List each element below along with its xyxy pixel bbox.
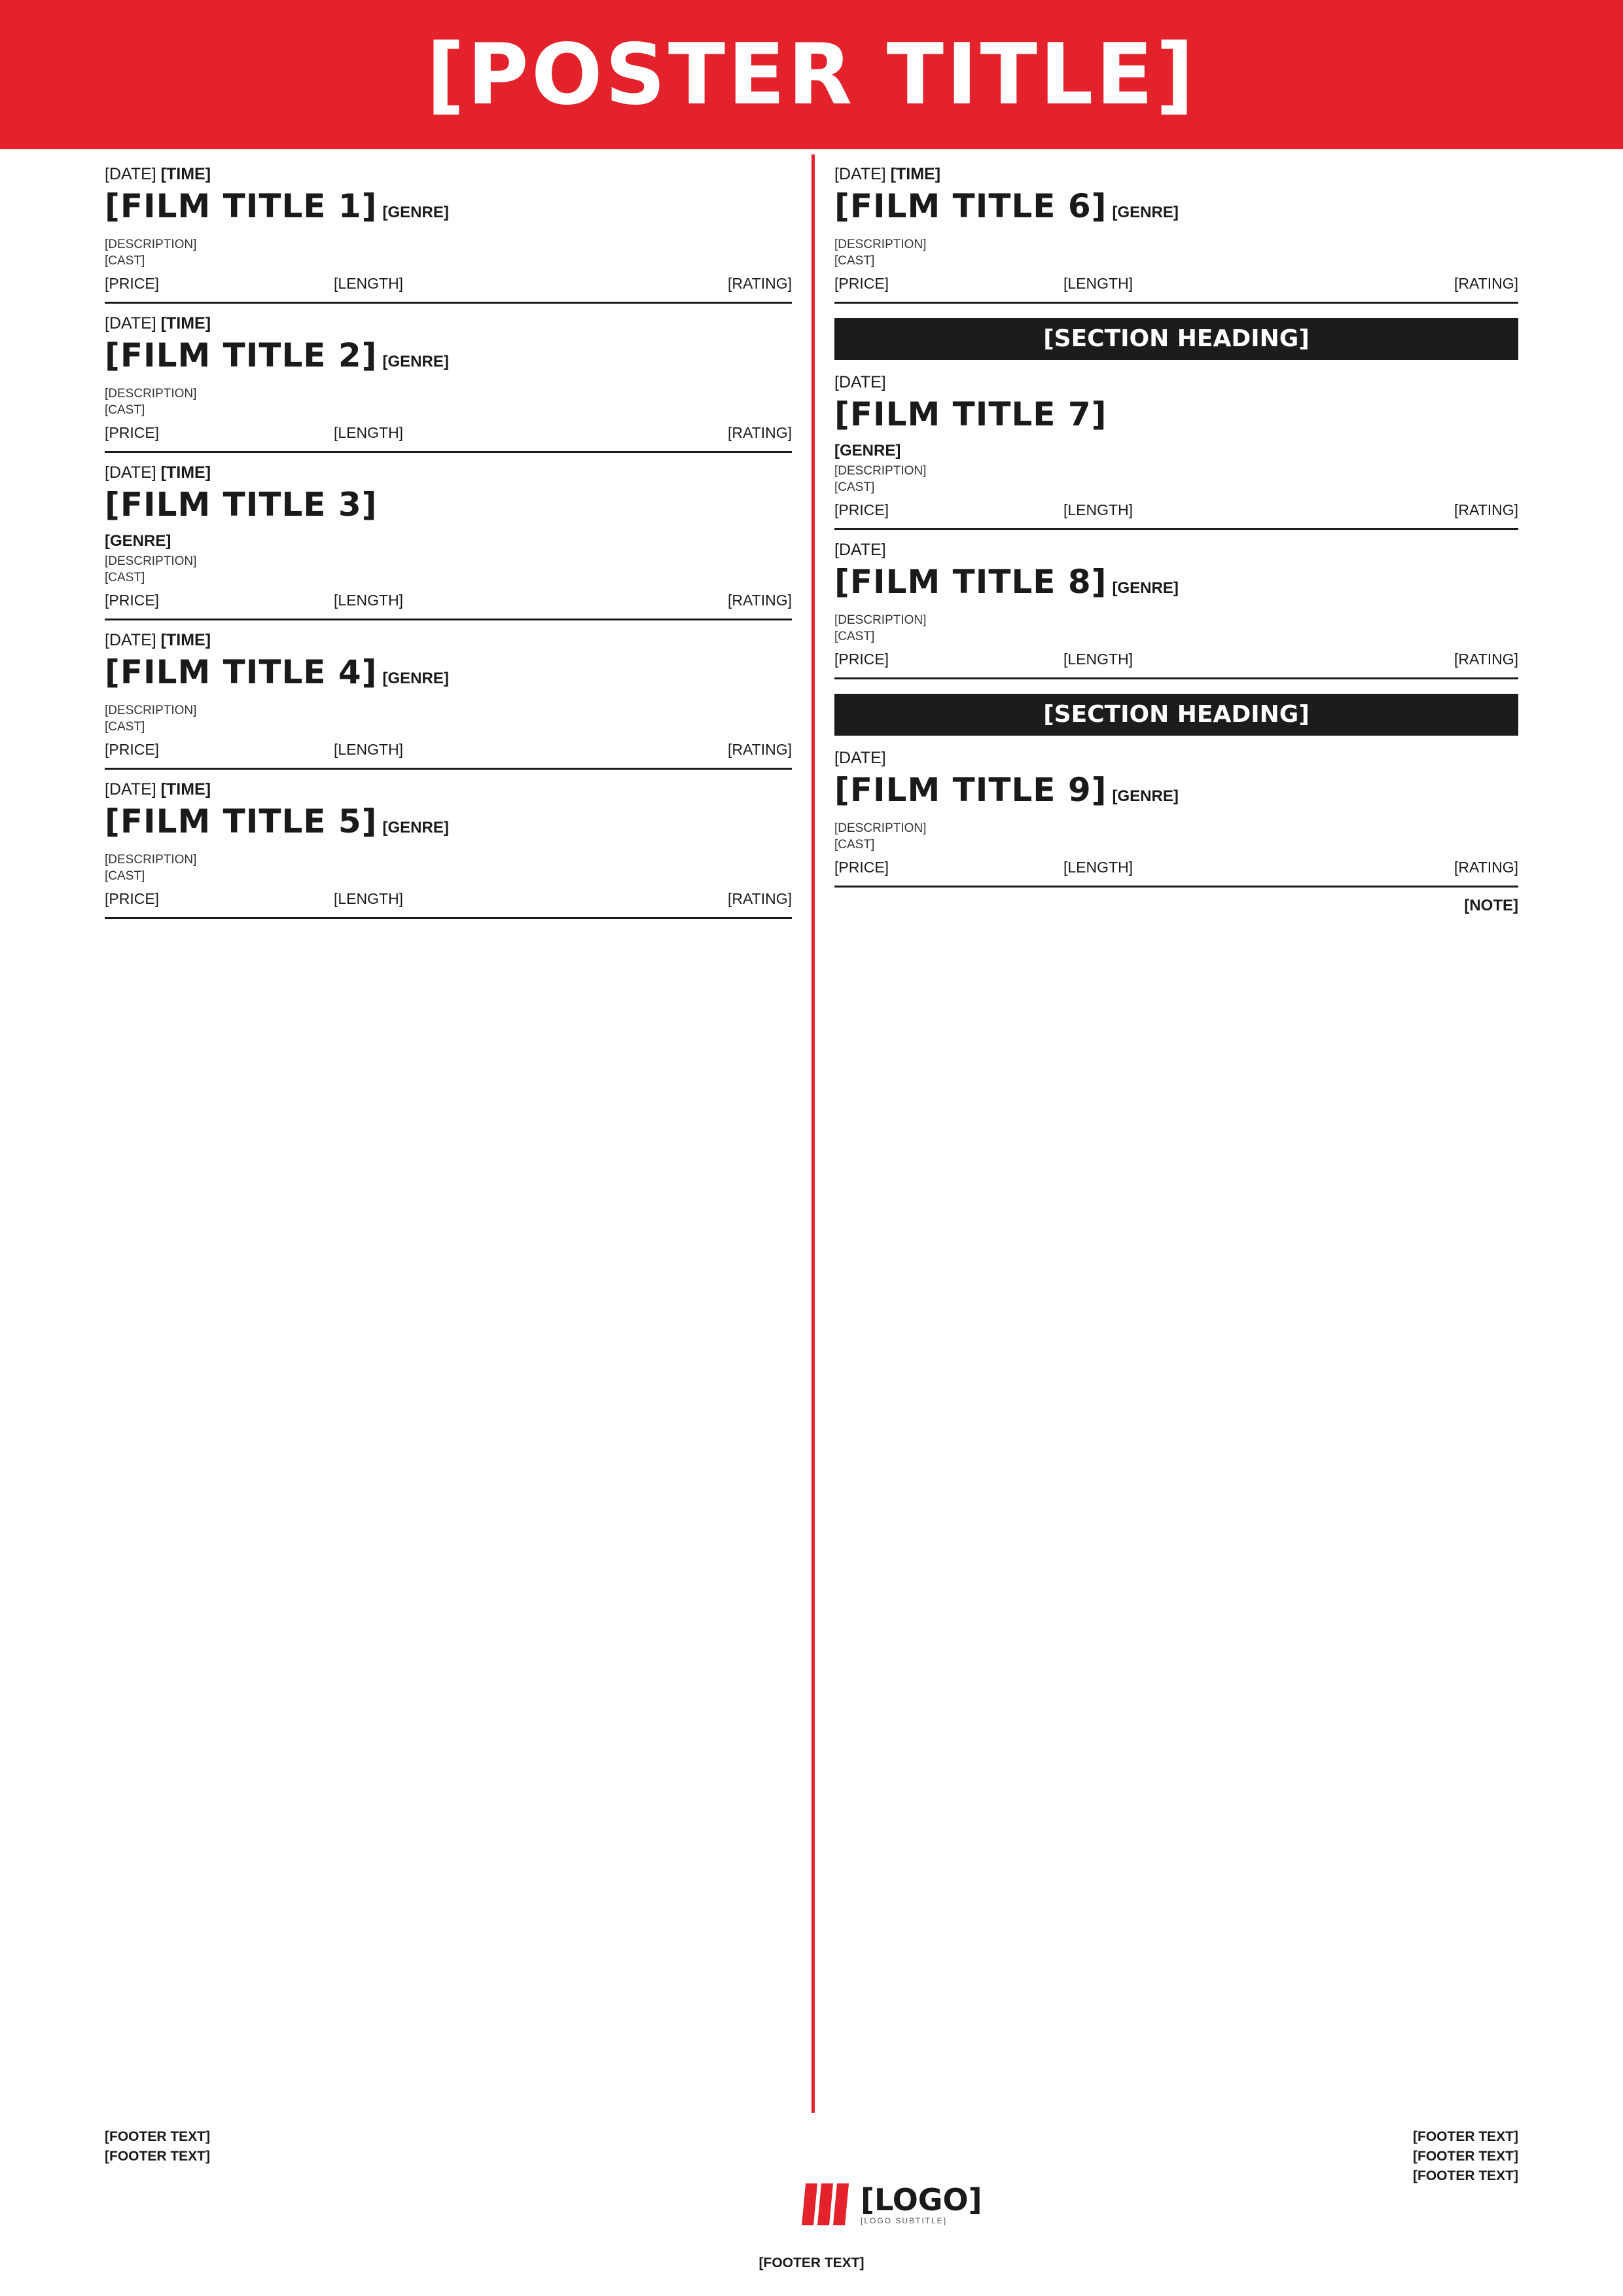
club-price-note: [NOTE] [1464, 897, 1518, 914]
film-price: [PRICE] [834, 501, 889, 518]
film-length: [LENGTH] [1063, 501, 1133, 518]
poster-title: [POSTER TITLE] [426, 26, 1197, 124]
film-entry [834, 154, 1518, 304]
film-rating: [RATING] [728, 890, 792, 907]
film-entry [105, 154, 792, 304]
film-title: [FILM TITLE 3] [105, 486, 378, 524]
film-meta [105, 888, 792, 909]
film-rating: [RATING] [1454, 275, 1518, 292]
film-meta [834, 273, 1518, 294]
film-cast: [CAST] [105, 403, 145, 417]
film-genre: [GENRE] [382, 670, 449, 687]
film-price: [PRICE] [105, 741, 160, 758]
footer-eticket: [FOOTER TEXT] [1413, 2149, 1518, 2164]
film-cast: [CAST] [105, 720, 145, 734]
film-meta [834, 857, 1518, 878]
film-heading [834, 187, 1518, 234]
film-description: [DESCRIPTION] [105, 704, 197, 717]
film-heading [105, 653, 792, 700]
film-date: [DATE] [TIME] [105, 780, 211, 798]
section-heading-kids: [SECTION HEADING] [834, 318, 1518, 360]
film-title: [FILM TITLE 1] [105, 187, 378, 225]
film-price: [PRICE] [834, 859, 889, 876]
film-cast: [CAST] [105, 571, 145, 584]
film-meta [105, 590, 792, 611]
film-title: [FILM TITLE 8] [834, 563, 1107, 601]
film-rating: [RATING] [1454, 859, 1518, 876]
film-date: [DATE] [834, 541, 886, 559]
film-genre: [GENRE] [382, 819, 449, 836]
logo-icon [802, 2179, 851, 2229]
film-meta [834, 649, 1518, 670]
film-entry [105, 620, 792, 770]
film-cast: [CAST] [105, 869, 145, 883]
film-meta [105, 739, 792, 760]
film-heading [105, 802, 792, 849]
film-heading [834, 395, 1518, 460]
film-entry [834, 738, 1518, 888]
film-price: [PRICE] [834, 275, 889, 292]
film-title: [FILM TITLE 2] [105, 336, 378, 374]
film-length: [LENGTH] [334, 424, 404, 441]
film-meta [105, 422, 792, 443]
film-heading [834, 563, 1518, 609]
film-rating: [RATING] [728, 741, 792, 758]
film-genre: [GENRE] [1112, 787, 1179, 805]
program-content [105, 154, 1518, 2113]
logo-subtitle: [LOGO SUBTITLE] [861, 2216, 948, 2225]
film-rating: [RATING] [1454, 501, 1518, 518]
title-band [0, 0, 1623, 149]
film-cast: [CAST] [834, 838, 875, 852]
film-cast: [CAST] [834, 480, 875, 494]
film-price: [PRICE] [105, 275, 160, 292]
film-heading [105, 336, 792, 383]
film-heading [834, 771, 1518, 817]
film-length: [LENGTH] [1063, 651, 1133, 668]
right-column [812, 154, 1518, 2113]
film-date: [DATE] [834, 373, 886, 391]
film-length: [LENGTH] [334, 890, 404, 907]
footer-info-centre: [FOOTER TEXT] [105, 2149, 210, 2164]
left-column [105, 154, 812, 2113]
film-cast: [CAST] [834, 630, 875, 643]
footer-contact: [FOOTER TEXT] [758, 2255, 865, 2270]
film-price: [PRICE] [105, 890, 160, 907]
film-entry [834, 530, 1518, 679]
film-rating: [RATING] [728, 275, 792, 292]
film-length: [LENGTH] [334, 741, 404, 758]
film-length: [LENGTH] [1063, 275, 1133, 292]
film-length: [LENGTH] [334, 275, 404, 292]
film-cast: [CAST] [834, 254, 875, 268]
footer-presale: [FOOTER TEXT] [105, 2129, 210, 2144]
film-entry [105, 304, 792, 453]
film-description: [DESCRIPTION] [834, 821, 927, 835]
film-length: [LENGTH] [1063, 859, 1133, 876]
film-title: [FILM TITLE 9] [834, 771, 1107, 809]
film-description: [DESCRIPTION] [834, 464, 927, 478]
film-heading [105, 187, 792, 234]
film-description: [DESCRIPTION] [834, 238, 927, 251]
film-date: [DATE] [TIME] [834, 165, 941, 183]
film-rating: [RATING] [1454, 651, 1518, 668]
film-title: [FILM TITLE 5] [105, 802, 378, 840]
film-meta [834, 499, 1518, 520]
film-rating: [RATING] [728, 424, 792, 441]
film-cast: [CAST] [105, 254, 145, 268]
footer-changes-note: [FOOTER TEXT] [1413, 2168, 1518, 2183]
film-description: [DESCRIPTION] [105, 238, 197, 251]
organiser-logo [802, 2179, 982, 2229]
film-date: [DATE] [834, 749, 886, 767]
footer-cinema-address: [FOOTER TEXT] [1413, 2129, 1518, 2144]
film-meta [105, 273, 792, 294]
film-heading [105, 486, 792, 550]
footer [105, 2127, 1518, 2284]
film-entry [105, 453, 792, 620]
film-entry [834, 363, 1518, 530]
section-heading-club: [SECTION HEADING] [834, 694, 1518, 736]
film-description: [DESCRIPTION] [105, 554, 197, 568]
film-rating: [RATING] [728, 592, 792, 609]
film-date: [DATE] [TIME] [105, 463, 211, 482]
film-entry [105, 770, 792, 919]
film-date: [DATE] [TIME] [105, 314, 211, 332]
film-genre: [GENRE] [1112, 579, 1179, 597]
film-price: [PRICE] [834, 651, 889, 668]
film-length: [LENGTH] [334, 592, 404, 609]
film-genre: [GENRE] [382, 353, 449, 370]
film-description: [DESCRIPTION] [834, 613, 927, 627]
film-genre: [GENRE] [1112, 204, 1179, 221]
film-price: [PRICE] [105, 592, 160, 609]
film-description: [DESCRIPTION] [105, 853, 197, 867]
film-genre: [GENRE] [834, 442, 901, 459]
film-genre: [GENRE] [382, 204, 449, 221]
film-date: [DATE] [TIME] [105, 165, 211, 183]
film-genre: [GENRE] [105, 532, 171, 550]
film-title: [FILM TITLE 4] [105, 653, 378, 691]
film-price: [PRICE] [105, 424, 160, 441]
logo-name: [LOGO] [861, 2182, 982, 2217]
film-title: [FILM TITLE 6] [834, 187, 1107, 225]
film-description: [DESCRIPTION] [105, 387, 197, 401]
film-title: [FILM TITLE 7] [834, 395, 1107, 433]
film-date: [DATE] [TIME] [105, 631, 211, 649]
